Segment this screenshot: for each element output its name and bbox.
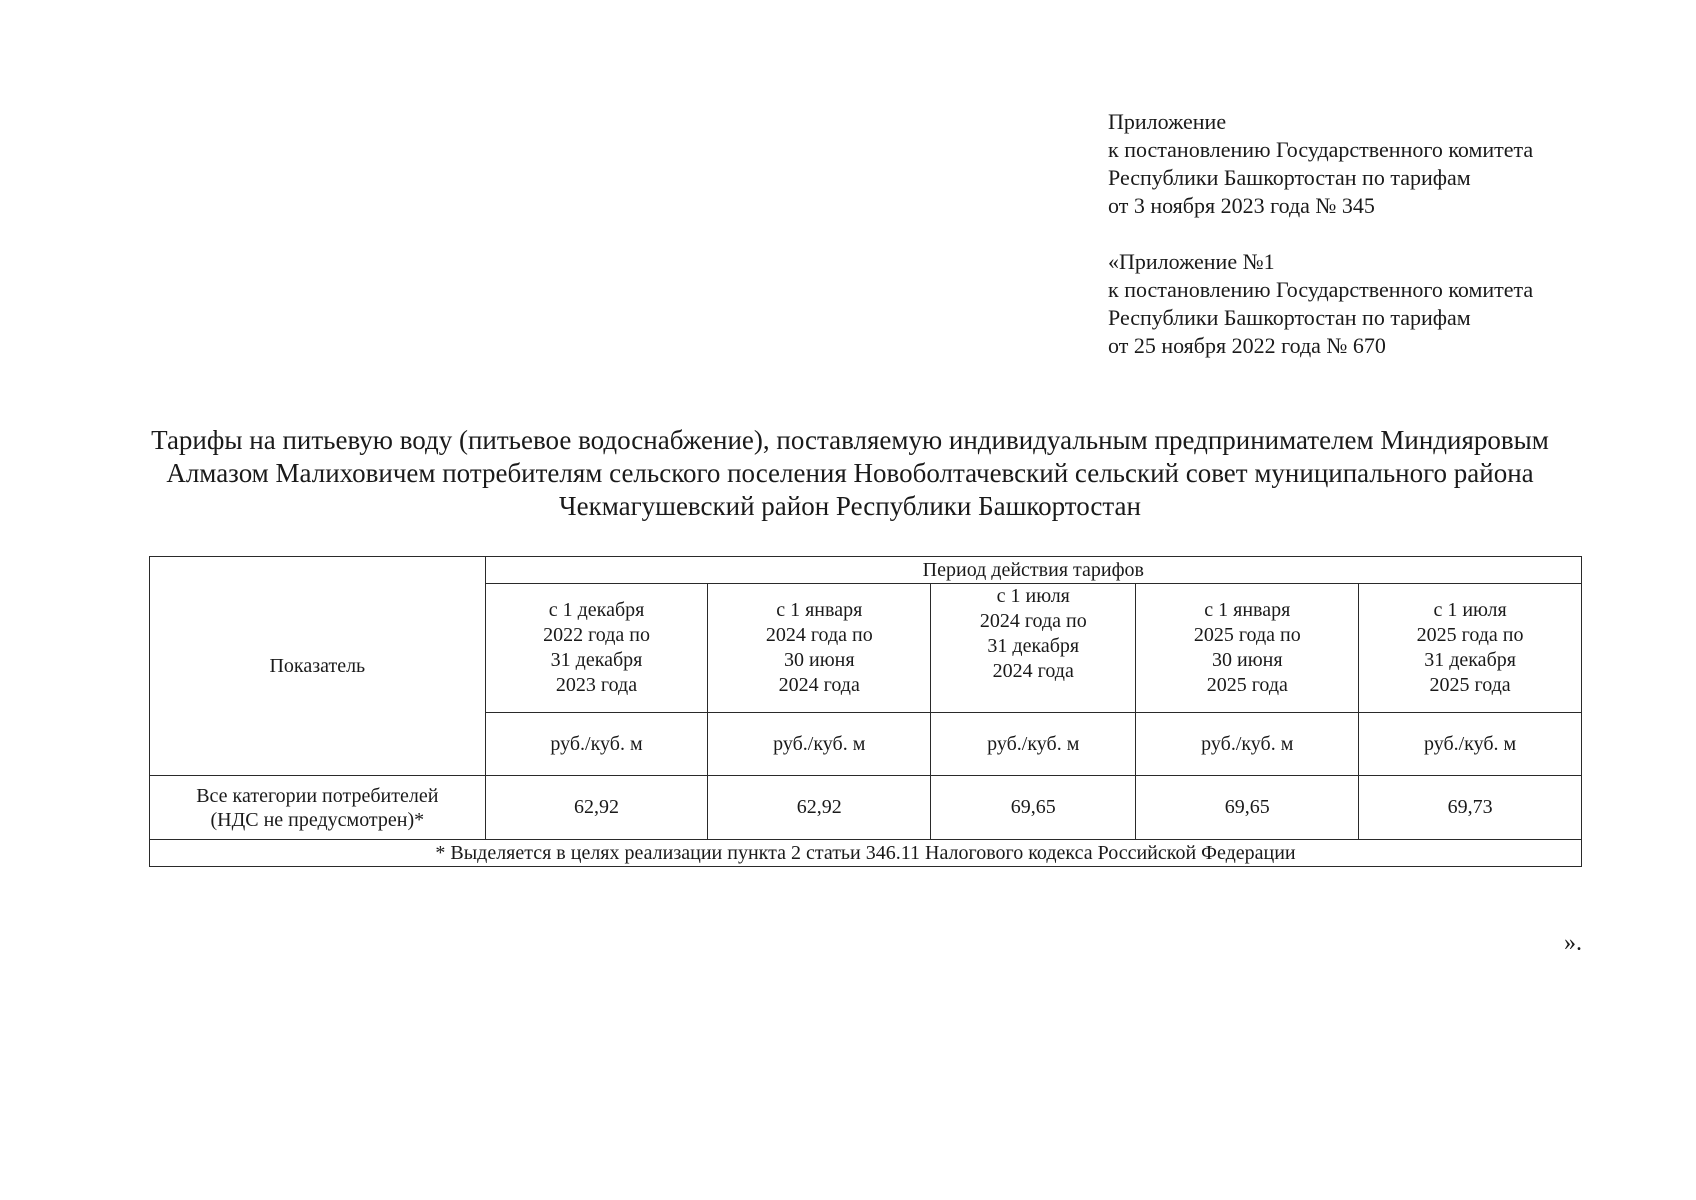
annex-original-line-2: к постановлению Государственного комитета (1108, 277, 1534, 302)
tariff-value: 69,73 (1359, 776, 1582, 840)
period-line: 2025 года по (1416, 624, 1524, 646)
period-line: 2024 года по (979, 610, 1087, 632)
period-cell (485, 584, 708, 713)
annex-current-line-3: Республики Башкортостан по тарифам (1108, 165, 1471, 190)
closing-quote: ». (1564, 930, 1582, 956)
consumer-category-line: Все категории потребителей (196, 784, 439, 807)
annex-original-line-4: от 25 ноября 2022 года № 670 (1108, 333, 1386, 358)
unit-cell: руб./куб. м (708, 713, 931, 776)
period-line: 2023 года (555, 674, 638, 696)
period-line: 2024 года по (765, 624, 873, 646)
period-line: 2025 года (1429, 674, 1511, 696)
footnote: * Выделяется в целях реализации пункта 2 статьи 346.11 Налогового кодекса Российской Федерации (150, 840, 1582, 867)
period-line: 2022 года по (543, 624, 650, 646)
unit-cell: руб./куб. м (1359, 713, 1582, 776)
annex-current-line-2: к постановлению Государственного комитета (1108, 137, 1534, 162)
tariff-table (149, 556, 1582, 867)
document-title (100, 424, 1600, 523)
annex-header-current (1108, 108, 1533, 220)
title-line-2: Алмазом Малиховичем потребителям сельского поселения Новоболтачевский сельский совет муниципального района (166, 458, 1534, 488)
period-line: с 1 июля (996, 585, 1070, 607)
period-cell (931, 584, 1136, 713)
consumer-category-label (150, 776, 486, 840)
annex-current-line-4: от 3 ноября 2023 года № 345 (1108, 193, 1375, 218)
tariff-value: 69,65 (931, 776, 1136, 840)
period-line: с 1 января (1204, 599, 1291, 621)
annex-original-line-3: Республики Башкортостан по тарифам (1108, 305, 1471, 330)
period-line: с 1 декабря (548, 599, 645, 621)
title-line-3: Чекмагушевский район Республики Башкортостан (559, 491, 1141, 521)
annex-header-original (1108, 248, 1533, 360)
period-cell (1359, 584, 1582, 713)
table-row (150, 776, 1582, 840)
period-line: 30 июня (1212, 649, 1283, 671)
period-line: с 1 июля (1433, 599, 1507, 621)
tariff-value: 62,92 (708, 776, 931, 840)
period-line: 31 декабря (1424, 649, 1516, 671)
period-line: 30 июня (783, 649, 855, 671)
period-line: 31 декабря (550, 649, 643, 671)
unit-cell: руб./куб. м (1136, 713, 1359, 776)
period-line: 2025 года (1206, 674, 1288, 696)
footnote-row (150, 840, 1582, 867)
period-header: Период действия тарифов (485, 557, 1581, 584)
annex-original-line-1: «Приложение №1 (1108, 249, 1275, 274)
tariff-value: 69,65 (1136, 776, 1359, 840)
table-header-row (150, 557, 1582, 584)
period-cell (1136, 584, 1359, 713)
unit-cell: руб./куб. м (931, 713, 1136, 776)
period-line: 2025 года по (1193, 624, 1301, 646)
period-cell (708, 584, 931, 713)
unit-cell: руб./куб. м (485, 713, 708, 776)
period-line: 2024 года (778, 674, 860, 696)
tariff-value: 62,92 (485, 776, 708, 840)
consumer-category-line: (НДС не предусмотрен)* (210, 808, 425, 831)
indicator-header: Показатель (150, 557, 486, 776)
annex-current-line-1: Приложение (1108, 109, 1227, 134)
title-line-1: Тарифы на питьевую воду (питьевое водоснабжение), поставляемую индивидуальным предпринимателем Миндияровым (151, 425, 1549, 455)
period-line: с 1 января (776, 599, 863, 621)
period-line: 31 декабря (987, 635, 1080, 657)
period-line: 2024 года (992, 660, 1074, 682)
